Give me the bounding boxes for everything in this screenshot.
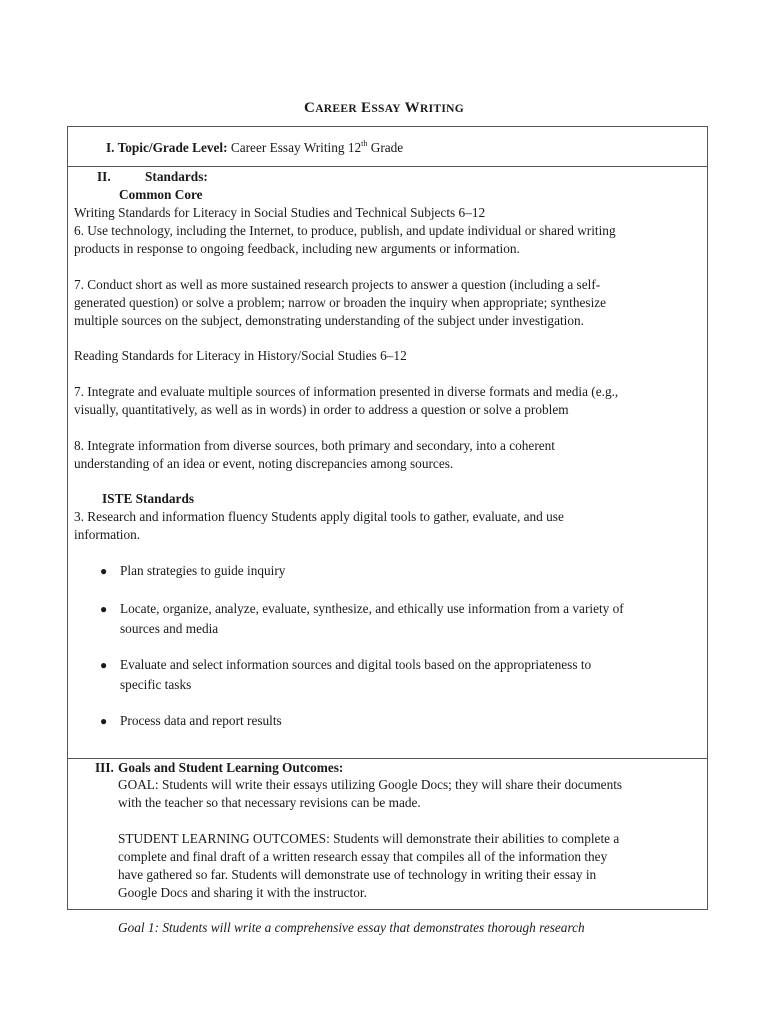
- standards-line: understanding of an idea or event, noting discrepancies among sources.: [74, 456, 454, 471]
- iste-heading: ISTE Standards: [102, 491, 195, 506]
- topic-label: I. Topic/Grade Level:: [106, 140, 228, 155]
- standards-line: 7. Integrate and evaluate multiple sources of information presented in diverse formats and media (e.g.,: [74, 384, 619, 399]
- topic-text: Career Essay Writing 12: [227, 140, 362, 155]
- goals-line: STUDENT LEARNING OUTCOMES: Students will demonstrate their abilities to complete a: [118, 831, 620, 846]
- goal-1-line: Goal 1: Students will write a comprehensive essay that demonstrates thorough research: [118, 920, 585, 935]
- bullet-item: Plan strategies to guide inquiry: [120, 563, 286, 578]
- standards-line: 8. Integrate information from diverse sources, both primary and secondary, into a coherent: [74, 438, 555, 453]
- bullet-item-continued: specific tasks: [120, 677, 192, 692]
- goals-number: III.: [95, 760, 114, 775]
- standards-line: 6. Use technology, including the Internet, to produce, publish, and update individual or shared writing: [74, 223, 616, 238]
- bullet-item-continued: sources and media: [120, 621, 219, 636]
- standards-line: products in response to ongoing feedback, including new arguments or information.: [74, 241, 520, 256]
- standards-row: [68, 167, 707, 759]
- bullet-icon: ●: [100, 564, 108, 578]
- bullet-item: Process data and report results: [120, 713, 282, 728]
- goals-line: GOAL: Students will write their essays utilizing Google Docs; they will share their documents: [118, 777, 623, 792]
- topic-row: [68, 127, 707, 167]
- goals-row: [68, 759, 707, 935]
- topic-tail: Grade: [367, 140, 404, 155]
- lesson-plan-table: [67, 126, 708, 935]
- bullet-item: Evaluate and select information sources and digital tools based on the appropriateness to: [120, 657, 592, 672]
- topic-line: [106, 139, 403, 157]
- common-core-heading: Common Core: [119, 187, 203, 202]
- standards-line: visually, quantitatively, as well as in words) in order to address a question or solve a problem: [74, 402, 569, 417]
- bullet-icon: ●: [100, 658, 108, 672]
- topic-sup: th: [361, 138, 368, 148]
- bullet-icon: ●: [100, 714, 108, 728]
- goals-line: with the teacher so that necessary revisions can be made.: [118, 795, 421, 810]
- standards-line: multiple sources on the subject, demonstrating understanding of the subject under investigation.: [74, 313, 584, 328]
- iste-line: 3. Research and information fluency Students apply digital tools to gather, evaluate, and use: [74, 509, 564, 524]
- bullet-icon: ●: [100, 602, 108, 616]
- document-title: CAREER ESSAY WRITING: [304, 100, 464, 116]
- standards-line: Reading Standards for Literacy in History/Social Studies 6–12: [74, 348, 407, 363]
- goals-line: have gathered so far. Students will demonstrate use of technology in writing their essay in: [118, 867, 597, 882]
- standards-number: II.: [97, 169, 111, 184]
- goals-heading: Goals and Student Learning Outcomes:: [118, 760, 344, 775]
- iste-line: information.: [74, 527, 141, 542]
- standards-heading: Standards:: [145, 169, 208, 184]
- standards-line: 7. Conduct short as well as more sustained research projects to answer a question (including a self-: [74, 277, 601, 292]
- bullet-item: Locate, organize, analyze, evaluate, synthesize, and ethically use information from a variety of: [120, 601, 624, 616]
- goals-line: complete and final draft of a written research essay that compiles all of the information they: [118, 849, 608, 864]
- standards-line: Writing Standards for Literacy in Social Studies and Technical Subjects 6–12: [74, 205, 486, 220]
- goals-line: Google Docs and sharing it with the instructor.: [118, 885, 367, 900]
- standards-line: generated question) or solve a problem; narrow or broaden the inquiry when appropriate; synthesize: [74, 295, 607, 310]
